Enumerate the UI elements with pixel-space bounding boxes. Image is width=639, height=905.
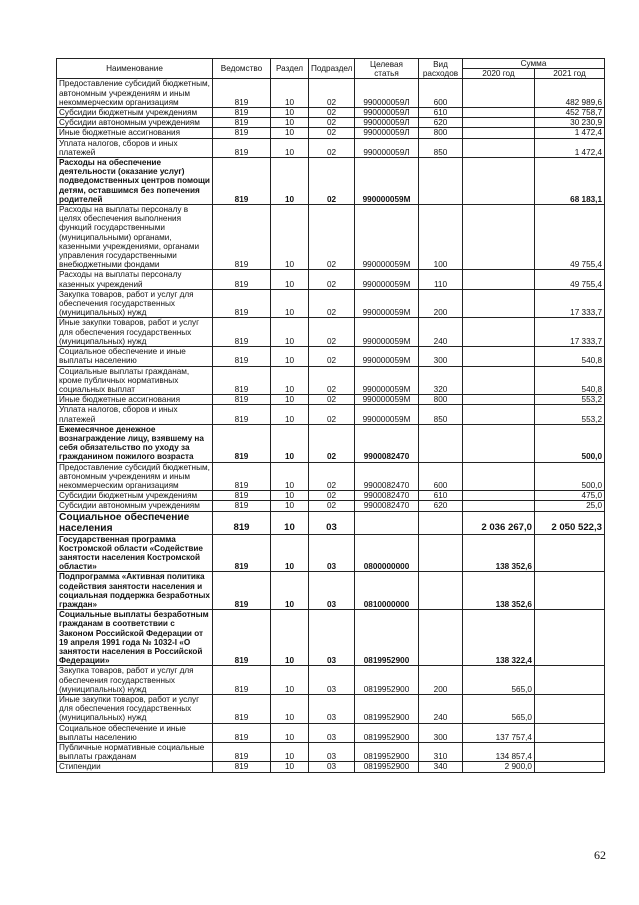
cell-target: 9900082470: [355, 501, 419, 511]
table-row: [57, 723, 605, 742]
cell-target: 990000059Л: [355, 118, 419, 128]
cell-name: Социальное обеспечение населения: [57, 511, 213, 534]
table-row: [57, 534, 605, 572]
cell-name: Иные бюджетные ассигнования: [57, 395, 213, 405]
cell-section: 10: [271, 501, 309, 511]
table-row: [57, 270, 605, 289]
cell-amount-2021: 540,8: [535, 366, 605, 395]
cell-subsection: 03: [309, 610, 355, 666]
cell-subsection: 03: [309, 762, 355, 772]
cell-section: 10: [271, 366, 309, 395]
cell-name: Социальные выплаты безработным гражданам в соответствии с Законом Российской Федерации от 19 апреля 1991 года № 1032-I «О занятости населения в Российской Федерации»: [57, 610, 213, 666]
table-row: [57, 491, 605, 501]
cell-section: 10: [271, 270, 309, 289]
cell-subsection: 02: [309, 205, 355, 270]
budget-table: [56, 58, 605, 773]
cell-target: 0819952900: [355, 762, 419, 772]
cell-amount-2021: [535, 762, 605, 772]
cell-amount-2021: 49 755,4: [535, 205, 605, 270]
cell-target: 990000059М: [355, 347, 419, 366]
table-row: [57, 289, 605, 318]
cell-amount-2021: [535, 534, 605, 572]
cell-kind: 320: [419, 366, 463, 395]
cell-name: Уплата налогов, сборов и иных платежей: [57, 138, 213, 157]
cell-amount-2020: [463, 366, 535, 395]
cell-amount-2020: 2 900,0: [463, 762, 535, 772]
header-year-2021: 2021 год: [535, 69, 605, 79]
cell-kind: [419, 534, 463, 572]
cell-target: 0819952900: [355, 610, 419, 666]
cell-kind: 600: [419, 79, 463, 108]
cell-name: Закупка товаров, работ и услуг для обеспечения государственных (муниципальных) нужд: [57, 289, 213, 318]
cell-amount-2021: 2 050 522,3: [535, 511, 605, 534]
cell-kind: [419, 424, 463, 462]
cell-amount-2020: [463, 205, 535, 270]
header-year-2020: 2020 год: [463, 69, 535, 79]
table-row: [57, 138, 605, 157]
table-row: [57, 762, 605, 772]
header-section: Раздел: [271, 59, 309, 79]
cell-amount-2021: 500,0: [535, 424, 605, 462]
cell-dept: 819: [213, 666, 271, 695]
cell-amount-2021: 1 472,4: [535, 128, 605, 138]
cell-target: 0819952900: [355, 743, 419, 762]
cell-amount-2020: [463, 347, 535, 366]
cell-subsection: 03: [309, 666, 355, 695]
cell-dept: 819: [213, 108, 271, 118]
cell-name: Субсидии бюджетным учреждениям: [57, 491, 213, 501]
cell-kind: 200: [419, 289, 463, 318]
cell-subsection: 03: [309, 534, 355, 572]
cell-amount-2020: [463, 491, 535, 501]
cell-dept: 819: [213, 128, 271, 138]
cell-name: Закупка товаров, работ и услуг для обеспечения государственных (муниципальных) нужд: [57, 666, 213, 695]
cell-amount-2020: [463, 462, 535, 491]
cell-amount-2020: 138 352,6: [463, 572, 535, 610]
cell-amount-2020: 565,0: [463, 666, 535, 695]
cell-name: Расходы на обеспечение деятельности (оказание услуг) подведомственных центров помощи детям, оставшимся без попечения родителей: [57, 158, 213, 205]
cell-kind: 800: [419, 395, 463, 405]
cell-subsection: 02: [309, 491, 355, 501]
cell-section: 10: [271, 762, 309, 772]
cell-amount-2020: 138 322,4: [463, 610, 535, 666]
cell-dept: 819: [213, 270, 271, 289]
cell-kind: 850: [419, 405, 463, 424]
cell-amount-2021: 553,2: [535, 395, 605, 405]
cell-kind: 620: [419, 118, 463, 128]
cell-dept: 819: [213, 405, 271, 424]
cell-kind: 610: [419, 491, 463, 501]
table-body: [57, 79, 605, 772]
cell-amount-2020: 138 352,6: [463, 534, 535, 572]
cell-kind: 240: [419, 318, 463, 347]
cell-target: 0810000000: [355, 572, 419, 610]
cell-amount-2020: 137 757,4: [463, 723, 535, 742]
cell-amount-2021: 49 755,4: [535, 270, 605, 289]
header-kind: Вид расходов: [419, 59, 463, 79]
cell-kind: [419, 610, 463, 666]
cell-dept: 819: [213, 743, 271, 762]
cell-amount-2021: [535, 610, 605, 666]
cell-section: 10: [271, 158, 309, 205]
cell-dept: 819: [213, 534, 271, 572]
cell-name: Предоставление субсидий бюджетным, автономным учреждениям и иным некоммерческим организациям: [57, 79, 213, 108]
cell-kind: [419, 158, 463, 205]
cell-section: 10: [271, 128, 309, 138]
cell-subsection: 03: [309, 695, 355, 724]
cell-subsection: 02: [309, 501, 355, 511]
cell-target: 990000059М: [355, 270, 419, 289]
table-row: [57, 501, 605, 511]
table-row: [57, 205, 605, 270]
cell-name: Публичные нормативные социальные выплаты гражданам: [57, 743, 213, 762]
cell-dept: 819: [213, 318, 271, 347]
cell-dept: 819: [213, 695, 271, 724]
cell-subsection: 02: [309, 79, 355, 108]
table-row: [57, 318, 605, 347]
cell-amount-2020: [463, 108, 535, 118]
cell-target: 9900082470: [355, 462, 419, 491]
table-row: [57, 118, 605, 128]
table-row: [57, 511, 605, 534]
cell-subsection: 02: [309, 138, 355, 157]
cell-target: 0819952900: [355, 666, 419, 695]
cell-kind: 300: [419, 723, 463, 742]
cell-target: 990000059М: [355, 318, 419, 347]
cell-amount-2020: [463, 128, 535, 138]
cell-amount-2021: 68 183,1: [535, 158, 605, 205]
cell-amount-2021: [535, 743, 605, 762]
cell-target: 990000059М: [355, 158, 419, 205]
header-sum: Сумма: [463, 59, 605, 69]
cell-target: 9900082470: [355, 424, 419, 462]
table-row: [57, 108, 605, 118]
cell-target: 990000059М: [355, 205, 419, 270]
cell-subsection: 02: [309, 318, 355, 347]
cell-subsection: 02: [309, 347, 355, 366]
header-target: Целевая статья: [355, 59, 419, 79]
table-row: [57, 158, 605, 205]
cell-dept: 819: [213, 610, 271, 666]
cell-section: 10: [271, 695, 309, 724]
cell-subsection: 03: [309, 743, 355, 762]
cell-section: 10: [271, 424, 309, 462]
table-row: [57, 128, 605, 138]
cell-subsection: 02: [309, 270, 355, 289]
cell-section: 10: [271, 572, 309, 610]
cell-subsection: 02: [309, 462, 355, 491]
cell-amount-2021: 17 333,7: [535, 289, 605, 318]
cell-name: Иные бюджетные ассигнования: [57, 128, 213, 138]
cell-name: Уплата налогов, сборов и иных платежей: [57, 405, 213, 424]
cell-target: 990000059Л: [355, 79, 419, 108]
cell-amount-2020: [463, 118, 535, 128]
table-row: [57, 462, 605, 491]
cell-kind: 600: [419, 462, 463, 491]
cell-section: 10: [271, 318, 309, 347]
cell-dept: 819: [213, 395, 271, 405]
cell-section: 10: [271, 118, 309, 128]
cell-dept: 819: [213, 138, 271, 157]
cell-section: 10: [271, 743, 309, 762]
cell-target: 990000059М: [355, 289, 419, 318]
cell-subsection: 03: [309, 723, 355, 742]
cell-kind: 100: [419, 205, 463, 270]
cell-kind: 340: [419, 762, 463, 772]
cell-target: 990000059М: [355, 405, 419, 424]
cell-kind: 800: [419, 128, 463, 138]
cell-target: 990000059Л: [355, 128, 419, 138]
cell-kind: 240: [419, 695, 463, 724]
cell-amount-2021: 25,0: [535, 501, 605, 511]
cell-name: Расходы на выплаты персоналу в целях обеспечения выполнения функций государственными (муниципальными) органами, казенными учреждениями, органами управления государственными внебюджетными фондами: [57, 205, 213, 270]
cell-dept: 819: [213, 424, 271, 462]
cell-dept: 819: [213, 347, 271, 366]
cell-subsection: 02: [309, 289, 355, 318]
cell-subsection: 02: [309, 366, 355, 395]
cell-kind: 300: [419, 347, 463, 366]
cell-amount-2020: 134 857,4: [463, 743, 535, 762]
cell-amount-2021: 30 230,9: [535, 118, 605, 128]
cell-dept: 819: [213, 511, 271, 534]
cell-section: 10: [271, 205, 309, 270]
cell-amount-2020: [463, 395, 535, 405]
cell-name: Субсидии автономным учреждениям: [57, 118, 213, 128]
table-row: [57, 405, 605, 424]
cell-subsection: 02: [309, 118, 355, 128]
page-number: 62: [594, 848, 606, 862]
cell-subsection: 02: [309, 128, 355, 138]
cell-amount-2020: [463, 270, 535, 289]
header-dept: Ведомство: [213, 59, 271, 79]
cell-section: 10: [271, 79, 309, 108]
cell-dept: 819: [213, 289, 271, 318]
header-subsection: Подраздел: [309, 59, 355, 79]
cell-amount-2021: 553,2: [535, 405, 605, 424]
cell-name: Иные закупки товаров, работ и услуг для обеспечения государственных (муниципальных) нужд: [57, 695, 213, 724]
cell-section: 10: [271, 462, 309, 491]
cell-amount-2020: [463, 424, 535, 462]
cell-dept: 819: [213, 491, 271, 501]
cell-target: 9900082470: [355, 491, 419, 501]
cell-kind: 310: [419, 743, 463, 762]
cell-kind: [419, 572, 463, 610]
cell-target: 0800000000: [355, 534, 419, 572]
cell-amount-2020: [463, 318, 535, 347]
cell-section: 10: [271, 491, 309, 501]
cell-dept: 819: [213, 462, 271, 491]
cell-amount-2020: [463, 79, 535, 108]
table-row: [57, 695, 605, 724]
cell-name: Субсидии бюджетным учреждениям: [57, 108, 213, 118]
cell-amount-2020: [463, 289, 535, 318]
cell-amount-2021: [535, 695, 605, 724]
cell-amount-2020: [463, 138, 535, 157]
cell-section: 10: [271, 138, 309, 157]
table-row: [57, 743, 605, 762]
cell-section: 10: [271, 723, 309, 742]
cell-subsection: 02: [309, 108, 355, 118]
cell-section: 10: [271, 347, 309, 366]
cell-amount-2020: [463, 405, 535, 424]
cell-section: 10: [271, 534, 309, 572]
cell-name: Социальное обеспечение и иные выплаты населению: [57, 723, 213, 742]
cell-section: 10: [271, 610, 309, 666]
cell-target: 0819952900: [355, 695, 419, 724]
cell-amount-2021: 17 333,7: [535, 318, 605, 347]
cell-target: 0819952900: [355, 723, 419, 742]
cell-amount-2021: 482 989,6: [535, 79, 605, 108]
table-row: [57, 347, 605, 366]
cell-amount-2021: 452 758,7: [535, 108, 605, 118]
cell-section: 10: [271, 666, 309, 695]
table-row: [57, 424, 605, 462]
cell-dept: 819: [213, 572, 271, 610]
cell-subsection: 03: [309, 572, 355, 610]
cell-kind: 200: [419, 666, 463, 695]
cell-dept: 819: [213, 501, 271, 511]
cell-amount-2021: 475,0: [535, 491, 605, 501]
cell-name: Социальное обеспечение и иные выплаты населению: [57, 347, 213, 366]
table-row: [57, 395, 605, 405]
cell-name: Расходы на выплаты персоналу казенных учреждений: [57, 270, 213, 289]
cell-name: Предоставление субсидий бюджетным, автономным учреждениям и иным некоммерческим организациям: [57, 462, 213, 491]
cell-dept: 819: [213, 158, 271, 205]
cell-amount-2020: 2 036 267,0: [463, 511, 535, 534]
header-row-1: [57, 59, 605, 69]
cell-name: Подпрограмма «Активная политика содействия занятости населения и социальная поддержка безработных граждан»: [57, 572, 213, 610]
cell-name: Стипендии: [57, 762, 213, 772]
cell-name: Социальные выплаты гражданам, кроме публичных нормативных социальных выплат: [57, 366, 213, 395]
cell-amount-2021: [535, 666, 605, 695]
cell-section: 10: [271, 395, 309, 405]
cell-subsection: 02: [309, 424, 355, 462]
cell-dept: 819: [213, 723, 271, 742]
cell-target: 990000059М: [355, 395, 419, 405]
cell-kind: [419, 511, 463, 534]
cell-section: 10: [271, 108, 309, 118]
cell-amount-2020: 565,0: [463, 695, 535, 724]
cell-dept: 819: [213, 118, 271, 128]
cell-kind: 850: [419, 138, 463, 157]
cell-target: 990000059М: [355, 366, 419, 395]
table-row: [57, 666, 605, 695]
cell-target: 990000059Л: [355, 108, 419, 118]
cell-amount-2020: [463, 501, 535, 511]
cell-amount-2020: [463, 158, 535, 205]
cell-section: 10: [271, 289, 309, 318]
cell-subsection: 02: [309, 395, 355, 405]
cell-amount-2021: 1 472,4: [535, 138, 605, 157]
cell-kind: 620: [419, 501, 463, 511]
cell-target: [355, 511, 419, 534]
cell-name: Иные закупки товаров, работ и услуг для обеспечения государственных (муниципальных) нужд: [57, 318, 213, 347]
cell-section: 10: [271, 511, 309, 534]
cell-dept: 819: [213, 366, 271, 395]
cell-target: 990000059Л: [355, 138, 419, 157]
cell-amount-2021: 500,0: [535, 462, 605, 491]
cell-kind: 610: [419, 108, 463, 118]
cell-dept: 819: [213, 762, 271, 772]
cell-amount-2021: [535, 723, 605, 742]
cell-subsection: 02: [309, 158, 355, 205]
cell-subsection: 03: [309, 511, 355, 534]
header-name: Наименование: [57, 59, 213, 79]
table-row: [57, 610, 605, 666]
cell-subsection: 02: [309, 405, 355, 424]
table-row: [57, 366, 605, 395]
table-row: [57, 572, 605, 610]
cell-name: Государственная программа Костромской области «Содействие занятости населения Костромской области»: [57, 534, 213, 572]
cell-name: Ежемесячное денежное вознаграждение лицу, взявшему на себя обязательство по уходу за гражданином пожилого возраста: [57, 424, 213, 462]
cell-dept: 819: [213, 205, 271, 270]
cell-kind: 110: [419, 270, 463, 289]
cell-dept: 819: [213, 79, 271, 108]
cell-amount-2021: [535, 572, 605, 610]
cell-amount-2021: 540,8: [535, 347, 605, 366]
table-row: [57, 79, 605, 108]
cell-name: Субсидии автономным учреждениям: [57, 501, 213, 511]
cell-section: 10: [271, 405, 309, 424]
